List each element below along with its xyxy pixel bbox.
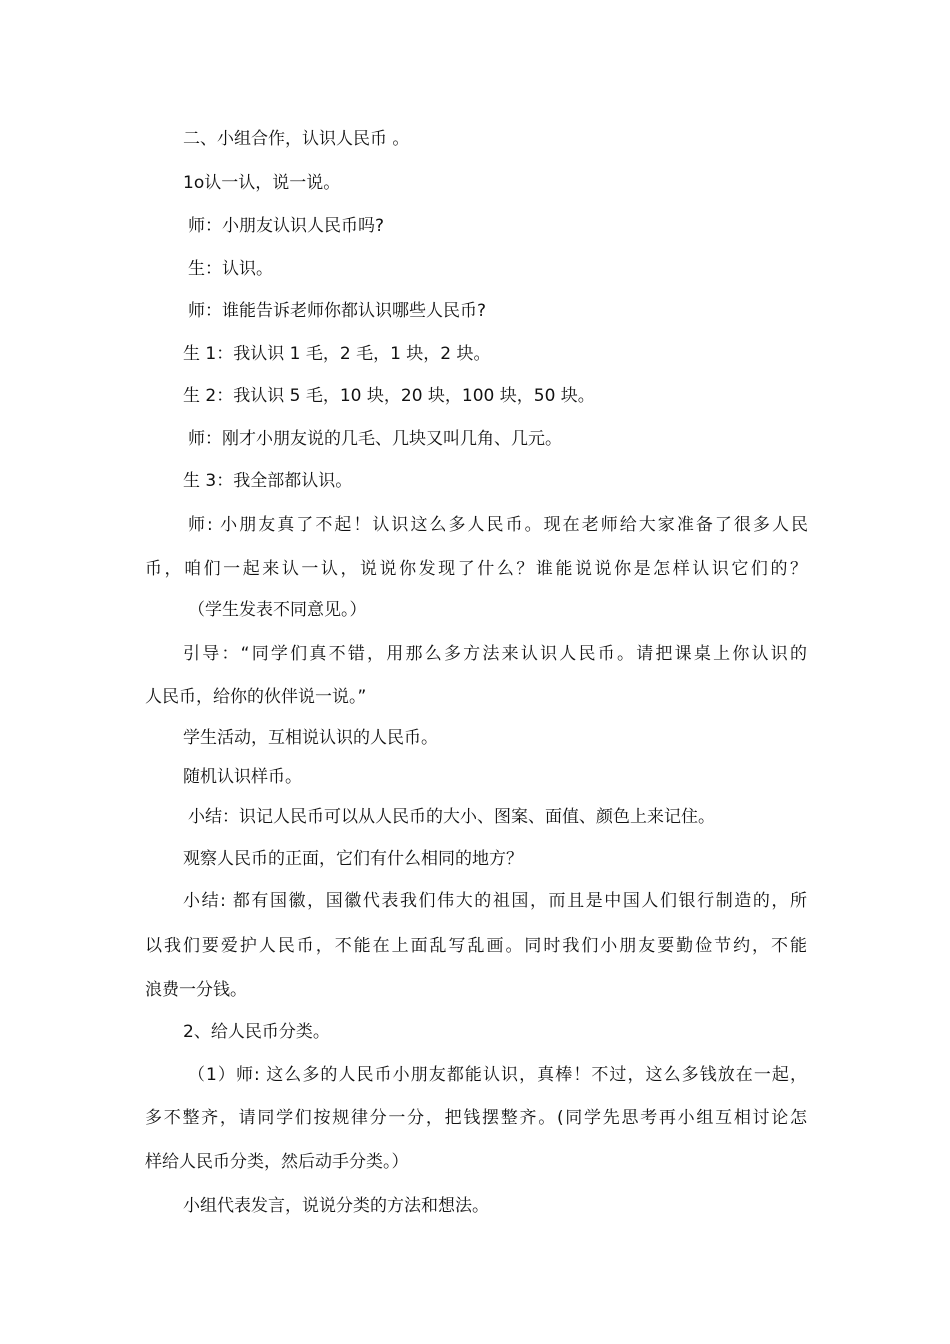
summary-line: 小结: 都有国徽，国徽代表我们伟大的祖国，而且是中国人们银行制造的，所 [183,891,807,911]
dialogue-line: 生 3：我全部都认识。 [183,471,353,491]
paragraph-line: 随机认识样币。 [183,767,302,787]
paragraph-line: （1）师: 这么多的人民币小朋友都能认识，真棒！不过，这么多钱放在一起， [188,1065,807,1085]
dialogue-line: 师：小朋友认识人民币吗? [188,216,385,236]
paragraph-line: 小组代表发言，说说分类的方法和想法。 [183,1196,489,1216]
section-heading: 二、小组合作，认识人民币 。 [183,129,410,149]
dialogue-line: 生 2：我认识 5 毛，10 块，20 块，100 块，50 块。 [183,386,595,406]
paragraph-line: 浪费一分钱。 [145,980,247,1000]
paragraph-line: （学生发表不同意见。） [188,600,367,620]
dialogue-line: 师：谁能告诉老师你都认识哪些人民币? [188,301,487,321]
dialogue-line: 师：刚才小朋友说的几毛、几块又叫几角、几元。 [188,429,562,449]
paragraph-line: 观察人民币的正面，它们有什么相同的地方？ [183,849,523,869]
subsection-heading: 2、给人民币分类。 [183,1022,330,1042]
subsection-heading: 1o认一认，说一说。 [183,173,341,193]
paragraph-line: 学生活动，互相说认识的人民币。 [183,728,438,748]
paragraph-line: 引导：“同学们真不错，用那么多方法来认识人民币。请把课桌上你认识的 [183,644,807,664]
summary-line: 小结：识记人民币可以从人民币的大小、图案、面值、颜色上来记住。 [188,807,715,827]
paragraph-line: 样给人民币分类，然后动手分类。） [145,1152,409,1172]
paragraph-line: 人民币，给你的伙伴说一说。” [145,687,367,707]
dialogue-line: 生 1：我认识 1 毛，2 毛，1 块，2 块。 [183,344,491,364]
paragraph-line: 以我们要爱护人民币，不能在上面乱写乱画。同时我们小朋友要勤俭节约，不能 [145,936,807,956]
paragraph-line: 多不整齐，请同学们按规律分一分，把钱摆整齐。(同学先思考再小组互相讨论怎 [145,1108,807,1128]
dialogue-line: 生：认识。 [188,259,273,279]
paragraph-line: 师: 小朋友真了不起！认识这么多人民币。现在老师给大家准备了很多人民 [188,515,808,535]
paragraph-line: 币，咱们一起来认一认，说说你发现了什么？谁能说说你是怎样认识它们的？ [145,559,807,579]
